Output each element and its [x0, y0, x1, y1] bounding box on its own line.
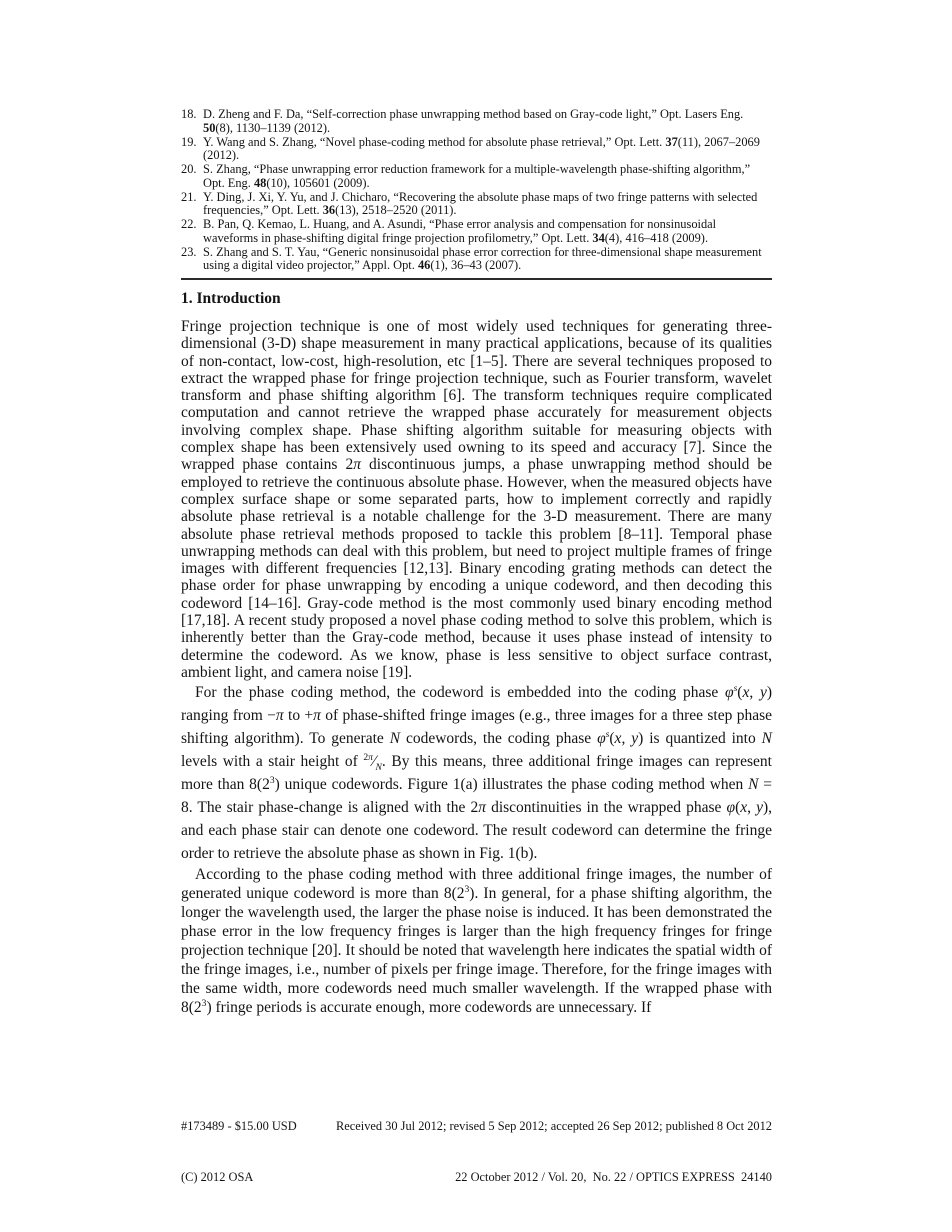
reference-item [181, 108, 772, 136]
paragraph: According to the phase coding method with three additional fringe images, the number of generated unique codeword is more than $8(2^3)$. In general, for a phase shifting algorithm, the longer the wavelength used, the larger the phase noise is induced. It has been demonstrated the phase error in the low frequency fringes is larger than the high frequency fringes for fringe projection technique [20]. It should be noted that wavelength here indicates the spatial width of the fringe images, i.e., number of pixels per fringe image. Therefore, for the fringe images with the same width, more codewords need much smaller wavelength. If the wrapped phase with $8(2^3)$ fringe periods is accurate enough, more codewords are unnecessary. If [181, 866, 772, 1017]
footer-submission-id: #173489 - $15.00 USD [181, 1119, 297, 1133]
reference-item [181, 246, 772, 274]
section-divider [181, 278, 772, 280]
reference-number: 20. [181, 162, 197, 176]
page-footer [181, 1084, 772, 1220]
footer-journal-line: 22 October 2012 / Vol. 20, No. 22 / OPTICS EXPRESS 24140 [455, 1170, 772, 1184]
reference-item [181, 218, 772, 246]
reference-number: 18. [181, 107, 197, 121]
footer-copyright: (C) 2012 OSA [181, 1170, 254, 1184]
reference-text: B. Pan, Q. Kemao, L. Huang, and A. Asundi, “Phase error analysis and compensation for nonsinusoidal waveforms in phase-shifting digital fringe projection profilometry,” Opt. Lett. 34(4), 416–418 (2009). [203, 217, 717, 245]
reference-text: Y. Ding, J. Xi, Y. Yu, and J. Chicharo, “Recovering the absolute phase maps of two fringe patterns with selected frequencies,” Opt. Lett. 36(13), 2518–2520 (2011). [203, 189, 758, 218]
reference-text: Y. Wang and S. Zhang, “Novel phase-coding method for absolute phase retrieval,” Opt. Lett. 37(11), 2067–2069 (2012). [203, 134, 760, 163]
paragraph: Fringe projection technique is one of most widely used techniques for generating three-dimensional (3-D) shape measurement in many practical applications, because of its qualities of non-contact, low-cost, high-resolution, etc [1–5]. There are several techniques proposed to extract the wrapped phase for fringe projection technique, such as Fourier transform, wavelet transform and phase shifting algorithm [6]. The transform techniques require complicated computation and cannot retrieve the wrapped phase accurately for measurement objects involving complex shape. Phase shifting algorithm suitable for measuring objects with complex shape has been extensively used owning to its speed and accuracy [7]. Since the wrapped phase contains 2π discontinuous jumps, a phase unwrapping method should be employed to retrieve the continuous absolute phase. However, when the measured objects have complex surface shape or some separated parts, how to implement correctly and rapidly absolute phase retrieval is a notable challenge for the 3-D measurement. There are many absolute phase retrieval methods proposed to tackle this problem [8–11]. Temporal phase unwrapping methods can deal with this problem, but need to project multiple frames of fringe images with different frequencies [12,13]. Binary encoding grating methods can detect the phase order for phase unwrapping by encoding a unique codeword, and then decoding this codeword [14–16]. Gray-code method is the most commonly used binary encoding method [17,18]. A recent study proposed a novel phase coding method to solve this problem, which is inherently better than the Gray-code method, because it uses phase instead of intensity to determine the codeword. As we know, phase is less sensitive to object surface contrast, ambient light, and camera noise [19]. [181, 318, 772, 681]
references-list [181, 108, 772, 273]
footer-received-line: Received 30 Jul 2012; revised 5 Sep 2012; accepted 26 Sep 2012; published 8 Oct 2012 [335, 1119, 772, 1133]
section-heading: 1. Introduction [181, 290, 281, 307]
footer-left [181, 1084, 297, 1220]
reference-item [181, 191, 772, 219]
introduction-body [181, 318, 772, 1017]
reference-number: 23. [181, 244, 197, 259]
reference-text: S. Zhang and S. T. Yau, “Generic nonsinusoidal phase error correction for three-dimensional shape measurement using a digital video projector,” Appl. Opt. 46(1), 36–43 (2007). [203, 244, 762, 273]
footer-right [336, 1084, 772, 1220]
reference-item [181, 163, 772, 191]
paragraph: For the phase coding method, the codeword is embedded into the coding phase $\varphi^s(x$, y) ranging from −π to +π of phase-shifted fringe images (e.g., three images for a three step phase shifting algorithm). To generate N codewords, the coding phase $\varphi^s(x$, y) is quantized into N levels with a stair height of $^{2\pi}⁄_N$. By this means, three additional fringe images can represent more than $8(2^3)$ unique codewords. Figure 1(a) illustrates the phase coding method when N = 8. The stair phase-change is aligned with the 2π discontinuities in the wrapped phase φ(x, y), and each phase stair can denote one codeword. The result codeword can determine the fringe order to retrieve the absolute phase as shown in Fig. 1(b). [181, 683, 773, 863]
reference-item [181, 136, 772, 164]
reference-number: 22. [181, 217, 197, 231]
reference-number: 21. [181, 189, 197, 204]
reference-number: 19. [181, 134, 197, 149]
reference-text: D. Zheng and F. Da, “Self-correction phase unwrapping method based on Gray-code light,” Opt. Lasers Eng. 50(8), 1130–1139 (2012). [203, 107, 744, 135]
reference-text: S. Zhang, “Phase unwrapping error reduction framework for a multiple-wavelength phase-shifting algorithm,” Opt. Eng. 48(10), 105601 (2009). [203, 162, 751, 190]
